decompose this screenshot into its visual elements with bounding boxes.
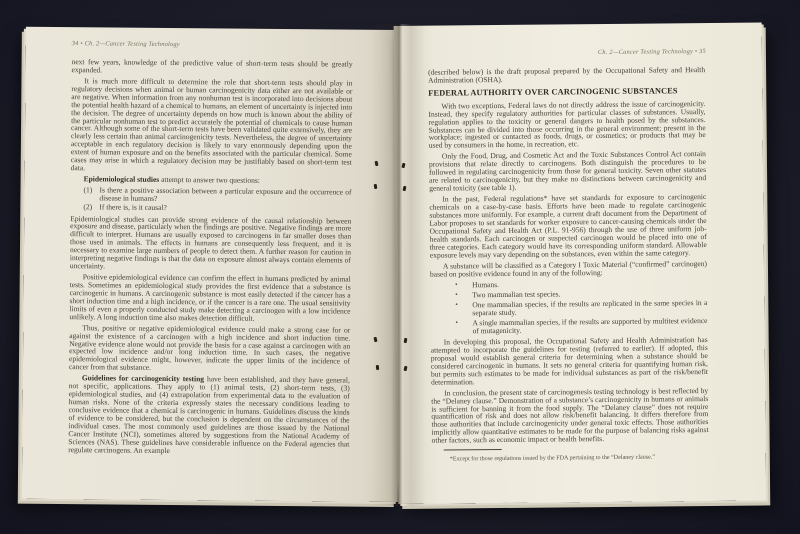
paragraph: Only the Food, Drug, and Cosmetic Act and the Toxic Substances Control Act contain provisions that relate directly to carcinogens. Both distinguish the procedures to be followed in regulating carcinogenicity from those for general toxicity. Seven other statutes are related to carcinogenicity, but they make no distinctions between carcinogenicity and general toxicity (see table 1).: [428, 149, 707, 193]
staple-mark: [376, 365, 380, 370]
open-book: [20, 24, 768, 506]
running-head-left: 34 • Ch. 2—Cancer Testing Technology: [71, 40, 180, 49]
item-number: (1): [83, 185, 93, 195]
bold-lead: Epidemiological studies: [83, 174, 160, 184]
bullet-text: One mammalian species, if the results are replicated in the same species in a separate study.: [472, 297, 708, 317]
bold-lead: Guidelines for carcinogenicity testing: [81, 373, 205, 384]
bullet-icon: •: [455, 290, 458, 299]
paragraph: In the past, Federal regulations* have set standards for exposure to carcinogenic chemicals on a case-by-case basis. Efforts have been made to regulate carcinogenic substances more uniformly. For example, a current draft document from the Department of Labor proposes to set standards for worker exposure to cancer-causing chemicals under the Occupational Safety and Health Act (P.L. 91-956) through the use of three uniform job-health standards. Each carcinogen or suspected carcinogen would be placed into one of three categories. Each category would have its corresponding uniform standard. Allowable exposure levels may vary depending on the substances, even within the same category.: [429, 192, 707, 260]
right-text-column: [428, 66, 709, 470]
staple-mark: [374, 184, 378, 189]
bullet-text: A single mammalian species, if the results are supported by multitest evidence of mutagenicity.: [472, 315, 708, 335]
item-number: (2): [83, 202, 93, 212]
item-text: If there is, is it causal?: [99, 202, 167, 213]
paragraph: A substance will be classified as a Category I Toxic Material (“confirmed” carcinogen) based on positive evidence found in any of the following:: [429, 258, 707, 279]
bullet-item: [455, 299, 707, 317]
paragraph-epidemiological-lead: [71, 175, 352, 185]
item-text: Is there a positive association between a particular exposure and the occurrence of disease in humans?: [99, 185, 352, 203]
lead-rest: attempt to answer two questions:: [159, 174, 260, 185]
bullet-item: [455, 317, 707, 335]
footnote-rule: [444, 449, 502, 451]
page-left: [22, 27, 402, 502]
footnote: *Except for those regulations issued by the FDA pertaining to the “Delaney clause.”: [449, 454, 656, 463]
paragraph: In conclusion, the present state of carcinogenesis testing technology is best reflected by the “Delaney clause.” Demonstration of a substance’s carcinogenicity in humans or animals is sufficient for banning it from the food supply. The “Delaney clause” does not require quantification of risk and does not allow risk/benefit balancing. It differs therefore from those authorities that include carcinogenicity under general toxic effects. Those authorities implicitly allow quantitative estimates to be made for the purpose of balancing risks against other factors, such as economic impact or health benefits.: [431, 385, 709, 445]
numbered-item: [83, 186, 351, 204]
running-head-right: Ch. 2—Cancer Testing Technology • 35: [597, 48, 706, 57]
paragraph: It is much more difficult to determine the role that short-term tests should play in regulatory decisions when animal or human carcinogenicity data either are not available or are negative. When information from any nonhuman test is incorporated into decisions about the potential health hazard of a chemical to humans, an element of uncertainty is injected into the decision. The degree of uncertainty depends on how much is known about the ability of the particular nonhuman test to predict accurately the potential of chemicals to cause human cancer. Although some of the short-term tests have been validated quite extensively, they are clearly less certain than animal carcinogenicity tests. Nevertheless, the degree of uncertainty acceptable in each regulatory decision is likely to vary enormously depending upon the extent of human exposure and on the benefits associated with the particular chemical. Some cases may arise in which a regulatory decision may be justifiably based on short-term test data.: [70, 76, 353, 173]
bullet-icon: •: [455, 280, 458, 289]
paragraph: Positive epidemiological evidence can confirm the effect in humans predicted by animal tests. Sometimes an epidemiological study provides the first evidence that a substance is carcinogenic in humans. A carcinogenic substance is most easily detected if the cancer has a short induction time and a high incidence, or if the cancer is a rare one. The usual sensitivity limits of even a properly conducted study make detecting a carcinogen with a low incidence unlikely. A long induction time also makes detection difficult.: [69, 272, 351, 323]
section-heading: FEDERAL AUTHORITY OVER CARCINOGENIC SUBSTANCES: [428, 86, 678, 98]
paragraph: Thus, positive or negative epidemiological evidence could make a strong case for or against the existence of a carcinogen with a high incidence and short induction time. Negative evidence alone would not provide the basis for a case against a carcinogen with an expected low incidence and/or long induction time. In such cases, the negative epidemiological evidence might, however, indicate the upper limits of the incidence of cancer from that substance.: [68, 322, 351, 373]
paragraph: With two exceptions, Federal laws do not directly address the issue of carcinogenicity. Instead, they specify regulatory authorities for particular classes of substances. Usually, regulation applies to the toxicity or general dangers to health posed by the substances. Substances can be divided into those occurring in the general environment; present in the workplace; ingested or contacted as foods, drugs, or cosmetics; or products that may be used by consumers in the home, in recreation, etc.: [428, 98, 706, 151]
paragraph: In developing this proposal, the Occupational Safety and Health Administration has attempted to incorporate the guidelines for testing (referred to earlier). If adopted, this proposal would establish general criteria for determining when a substance should be considered carcinogenic in humans. It sets no general criteria for quantifying human risk, but permits such estimates to be made for individual substances as part of the risk/benefit determination.: [430, 335, 709, 387]
page-right: [394, 22, 767, 504]
bullet-icon: •: [455, 300, 458, 309]
paragraph: (described below) is the draft proposal prepared by the Occupational Safety and Health Administration (OSHA).: [428, 65, 706, 85]
paragraph: Epidemiological studies can provide strong evidence of the causal relationship between exposure and disease, particularly when the findings are positive. Negative findings are more difficult to interpret. Humans are usually exposed to carcinogens in far smaller doses than those used in animals. The effects in humans are consequently less frequent, and it is necessary to examine large numbers of people to detect them. A further reason for caution in interpreting negative findings is that the data on exposure almost always contain elements of uncertainty.: [69, 213, 352, 271]
paragraph: next few years, knowledge of the predictive value of short-term tests should be greatly expanded.: [71, 57, 353, 75]
left-text-column: [68, 58, 352, 459]
paragraph-guidelines-lead: [68, 374, 350, 456]
bullet-icon: •: [455, 318, 458, 327]
bullet-item: [455, 279, 707, 289]
lead-rest: have been established, and they have general, not specific, applications. They apply to (1) animal tests, (2) short-term tests, (3) epidemiological studies, and (4) extrapolation from experimental data to the evaluation of human risks. None of the criteria expressly states the necessary conditions leading to conclusive evidence that a chemical is carcinogenic in humans. Guidelines discuss the kinds of evidence to be considered, but the conclusion is dependent on the circumstances of the individual cases. The most commonly used guidelines are those issued by the National Cancer Institute (NCI), sometimes altered by suggestions from the National Academy of Sciences (NAS). These guidelines have considerable influence on the Federal agencies that regulate carcinogens. An example: [68, 374, 350, 455]
numbered-item: [83, 204, 351, 214]
bullet-text: Humans.: [472, 279, 500, 289]
bullet-text: Two mammalian test species.: [472, 289, 561, 299]
